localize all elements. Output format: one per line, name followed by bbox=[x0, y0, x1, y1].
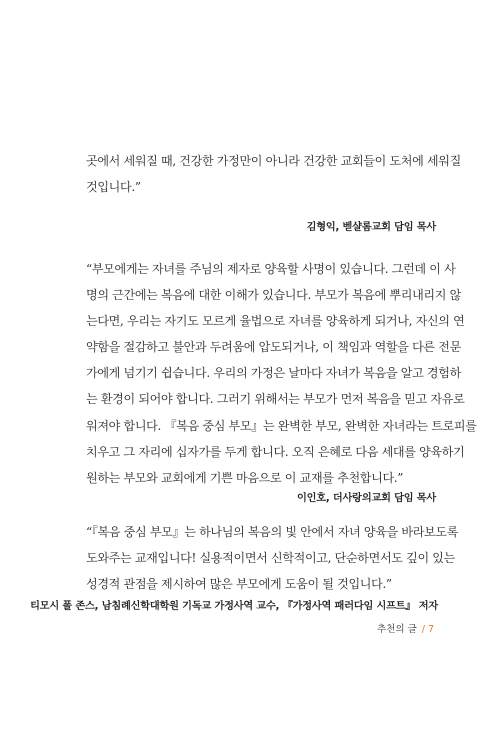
text-line: “『복음 중심 부모』는 하나님의 복음의 빛 안에서 자녀 양육을 바라보도록 bbox=[86, 525, 459, 539]
endorsement-1 bbox=[86, 148, 461, 200]
text-line: 약함을 절감하고 불안과 두려움에 압도되거나, 이 책임과 역할을 다른 전문 bbox=[86, 340, 461, 355]
text-line: 성경적 관점을 제시하여 많은 부모에게 도움이 될 것입니다.” bbox=[86, 577, 392, 592]
page-number: 7 bbox=[427, 624, 434, 635]
endorsement-3-attribution: 티모시 폴 존스, 남침례신학대학원 기독교 가정사역 교수, 『가정사역 패러다임 시프트』 저자 bbox=[30, 601, 438, 612]
footer-separator: / bbox=[421, 624, 425, 635]
text-line: 가에게 넘기기 쉽습니다. 우리의 가정은 날마다 자녀가 복음을 알고 경험하 bbox=[86, 366, 461, 381]
text-line: 것입니다.” bbox=[86, 180, 141, 195]
endorsement-2 bbox=[86, 256, 477, 491]
text-line: 도와주는 교재입니다! 실용적이면서 신학적이고, 단순하면서도 깊이 있는 bbox=[86, 551, 455, 566]
text-line: 는 환경이 되어야 합니다. 그러기 위해서는 부모가 먼저 복음을 믿고 자유로 bbox=[86, 392, 465, 407]
endorsement-3 bbox=[86, 519, 459, 597]
text-line: 명의 근간에는 복음에 대한 이해가 있습니다. 부모가 복음에 뿌리내리지 않 bbox=[86, 288, 461, 303]
text-line: 곳에서 세워질 때, 건강한 가정만이 아니라 건강한 교회들이 도처에 세워질 bbox=[86, 154, 461, 168]
page-footer bbox=[377, 621, 434, 635]
text-line: 치우고 그 자리에 십자가를 두게 합니다. 오직 은혜로 다음 세대를 양육하기 bbox=[86, 444, 465, 459]
text-line: 는다면, 우리는 자기도 모르게 율법으로 자녀를 양육하게 되거나, 자신의 연 bbox=[86, 314, 465, 329]
section-title: 추천의 글 bbox=[377, 624, 417, 635]
endorsement-2-attribution: 이인호, 더사랑의교회 담임 목사 bbox=[296, 493, 436, 504]
text-line: 워져야 합니다. 『복음 중심 부모』는 완벽한 부모, 완벽한 자녀라는 트로피를 bbox=[86, 418, 477, 433]
text-line: “부모에게는 자녀를 주님의 제자로 양육할 사명이 있습니다. 그런데 이 사 bbox=[86, 262, 456, 276]
text-line: 원하는 부모와 교회에게 기쁜 마음으로 이 교재를 추천합니다.” bbox=[86, 470, 404, 485]
endorsement-1-attribution: 김형익, 벧샬롬교회 담임 목사 bbox=[306, 222, 436, 233]
